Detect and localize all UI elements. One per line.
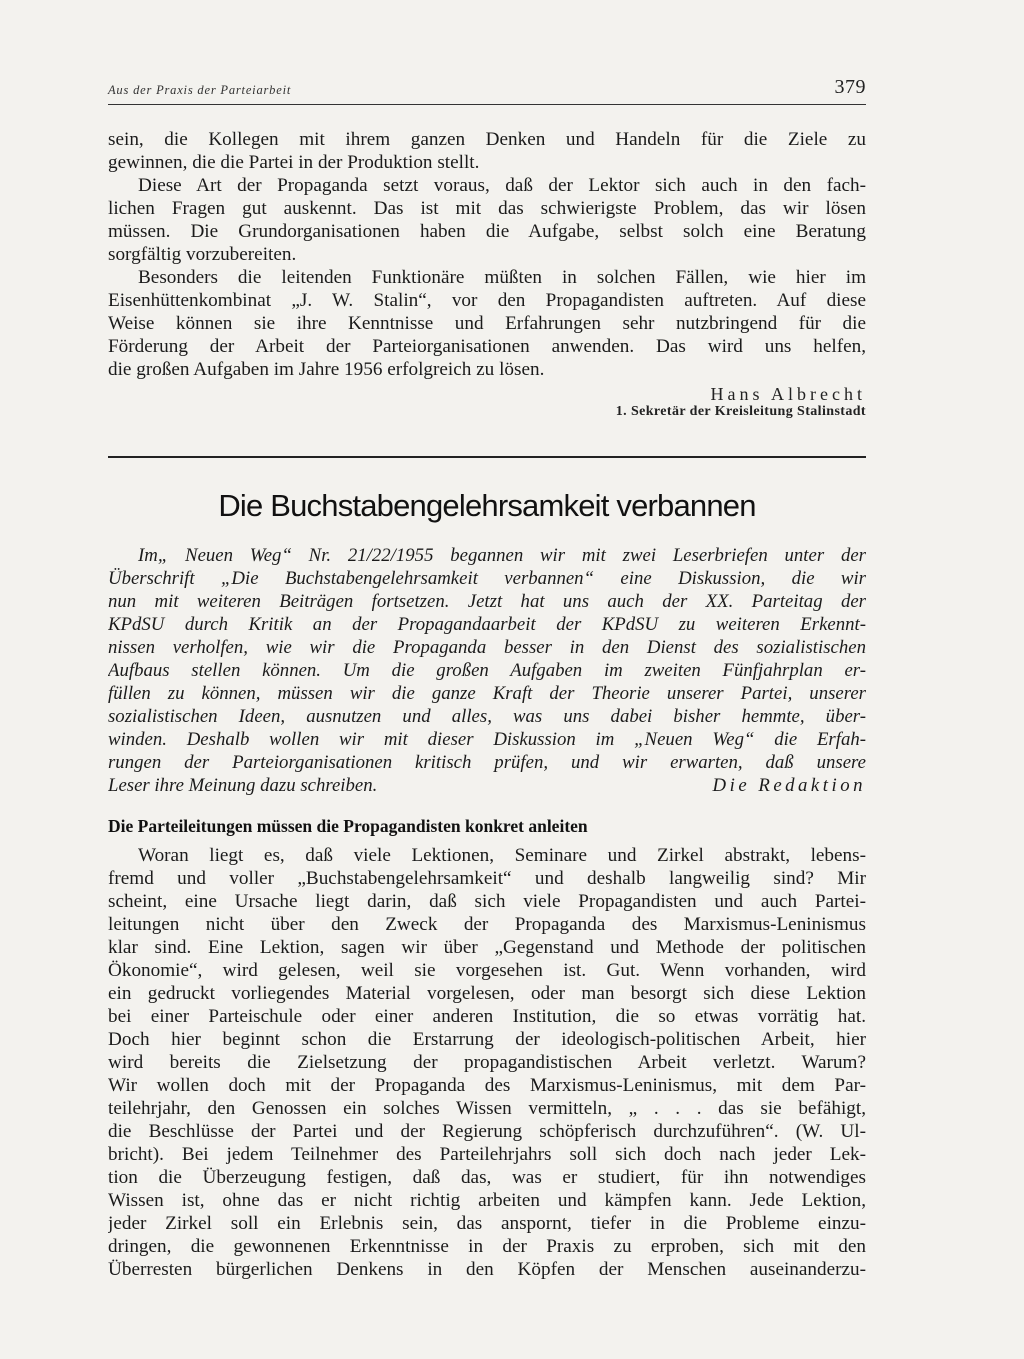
text-line: scheint, eine Ursache liegt darin, daß sich viele Propagandisten und auch Partei- bbox=[108, 891, 866, 912]
intro-line: Aufbaus stellen können. Um die großen Aufgaben im zweiten Fünfjahrplan er- bbox=[108, 660, 866, 681]
text-line: Besonders die leitenden Funktionäre müßten in solchen Fällen, wie hier im bbox=[138, 267, 866, 288]
text-line: gewinnen, die die Partei in der Produktion stellt. bbox=[108, 152, 480, 173]
text-line: Förderung der Arbeit der Parteiorganisationen anwenden. Das wird uns helfen, bbox=[108, 336, 866, 357]
intro-line: füllen zu können, müssen wir die ganze Kraft der Theorie unserer Partei, unserer bbox=[108, 683, 866, 704]
text-line: lichen Fragen gut auskennt. Das ist mit das schwierigste Problem, das wir lösen bbox=[108, 198, 866, 219]
text-line: die großen Aufgaben im Jahre 1956 erfolgreich zu lösen. bbox=[108, 359, 545, 380]
intro-line: Im„ Neuen Weg“ Nr. 21/22/1955 begannen wir mit zwei Leserbriefen unter der bbox=[138, 545, 866, 566]
text-line: Woran liegt es, daß viele Lektionen, Seminare und Zirkel abstrakt, lebens- bbox=[138, 845, 866, 866]
text-line: Doch hier beginnt schon die Erstarrung der ideologisch-politischen Arbeit, hier bbox=[108, 1029, 866, 1050]
text-line: fremd und voller „Buchstabengelehrsamkeit“ und deshalb langweilig sind? Mir bbox=[108, 868, 866, 889]
text-line: leitungen nicht über den Zweck der Propaganda des Marxismus-Leninismus bbox=[108, 914, 866, 935]
text-line: bricht). Bei jedem Teilnehmer des Parteilehrjahrs soll sich doch nach jeder Lek- bbox=[108, 1144, 866, 1165]
intro-last-line bbox=[108, 774, 866, 797]
text-line: müssen. Die Grundorganisationen haben die Aufgabe, selbst solch eine Beratung bbox=[108, 221, 866, 242]
text-line: Weise können sie ihre Kenntnisse und Erfahrungen sehr nutzbringend für die bbox=[108, 313, 866, 334]
intro-line: Überschrift „Die Buchstabengelehrsamkeit verbannen“ eine Diskussion, die wir bbox=[108, 568, 866, 589]
article-body bbox=[108, 844, 866, 1281]
intro-line: nun mit weiteren Beiträgen fortsetzen. Jetzt hat uns auch der XX. Parteitag der bbox=[108, 591, 866, 612]
intro-line: nissen verholfen, wie wir die Propaganda besser in den Dienst des sozialistischen bbox=[108, 637, 866, 658]
text-line: dringen, die gewonnenen Erkenntnisse in der Praxis zu erproben, sich mit den bbox=[108, 1236, 866, 1257]
editorial-signature: Die Redaktion bbox=[712, 775, 866, 796]
text-line: Diese Art der Propaganda setzt voraus, daß der Lektor sich auch in den fach- bbox=[138, 175, 866, 196]
author-name: Hans Albrecht bbox=[710, 384, 866, 404]
text-line: tion die Überzeugung festigen, daß das, was er studiert, für ihn notwendiges bbox=[108, 1167, 866, 1188]
running-head bbox=[108, 76, 866, 105]
author-role: 1. Sekretär der Kreisleitung Stalinstadt bbox=[615, 404, 866, 419]
article-intro bbox=[108, 544, 866, 797]
text-line: klar sind. Eine Lektion, sagen wir über „Gegenstand und Methode der politischen bbox=[108, 937, 866, 958]
section-divider bbox=[108, 456, 866, 458]
text-line: teilehrjahr, den Genossen ein solches Wissen vermitteln, „ . . . das sie befähigt, bbox=[108, 1098, 866, 1119]
text-line: jeder Zirkel soll ein Erlebnis sein, das anspornt, tiefer in die Probleme einzu- bbox=[108, 1213, 866, 1234]
text-line: sorgfältig vorzubereiten. bbox=[108, 244, 297, 265]
continuation-text bbox=[108, 128, 866, 381]
intro-line: rungen der Parteiorganisationen kritisch prüfen, und wir erwarten, daß unsere bbox=[108, 752, 866, 773]
text-line: sein, die Kollegen mit ihrem ganzen Denken und Handeln für die Ziele zu bbox=[108, 129, 866, 150]
text-line: wird bereits die Zielsetzung der propagandistischen Arbeit verletzt. Warum? bbox=[108, 1052, 866, 1073]
text-line: Wir wollen doch mit der Propaganda des Marxismus-Leninismus, mit dem Par- bbox=[108, 1075, 866, 1096]
text-line: Eisenhüttenkombinat „J. W. Stalin“, vor den Propagandisten auftreten. Auf diese bbox=[108, 290, 866, 311]
text-line: Wissen ist, ohne das er nicht richtig arbeiten und kämpfen kann. Jede Lektion, bbox=[108, 1190, 866, 1211]
text-line: bei einer Parteischule oder einer anderen Institution, die so etwas vorrätig hat. bbox=[108, 1006, 866, 1027]
subheading: Die Parteileitungen müssen die Propagandisten konkret anleiten bbox=[108, 816, 588, 836]
intro-line: winden. Deshalb wollen wir mit dieser Diskussion im „Neuen Weg“ die Erfah- bbox=[108, 729, 866, 750]
intro-line: sozialistischen Ideen, ausnutzen und alles, was uns dabei bisher hemmte, über- bbox=[108, 706, 866, 727]
intro-line: KPdSU durch Kritik an der Propagandaarbeit der KPdSU zu weiteren Erkennt- bbox=[108, 614, 866, 635]
intro-line: Leser ihre Meinung dazu schreiben. bbox=[108, 775, 378, 796]
text-line: die Beschlüsse der Partei und der Regierung schöpferisch durchzuführen“. (W. Ul- bbox=[108, 1121, 866, 1142]
article-title: Die Buchstabengelehrsamkeit verbannen bbox=[218, 488, 756, 523]
text-line: Ökonomie“, wird gelesen, weil sie vorgesehen ist. Gut. Wenn vorhanden, wird bbox=[108, 960, 866, 981]
page-number: 379 bbox=[834, 76, 866, 98]
text-line: ein gedruckt vorliegendes Material vorgelesen, oder man besorgt sich diese Lektion bbox=[108, 983, 866, 1004]
text-line: Überresten bürgerlichen Denkens in den Köpfen der Menschen auseinanderzu- bbox=[108, 1259, 866, 1280]
running-head-title: Aus der Praxis der Parteiarbeit bbox=[108, 83, 292, 97]
